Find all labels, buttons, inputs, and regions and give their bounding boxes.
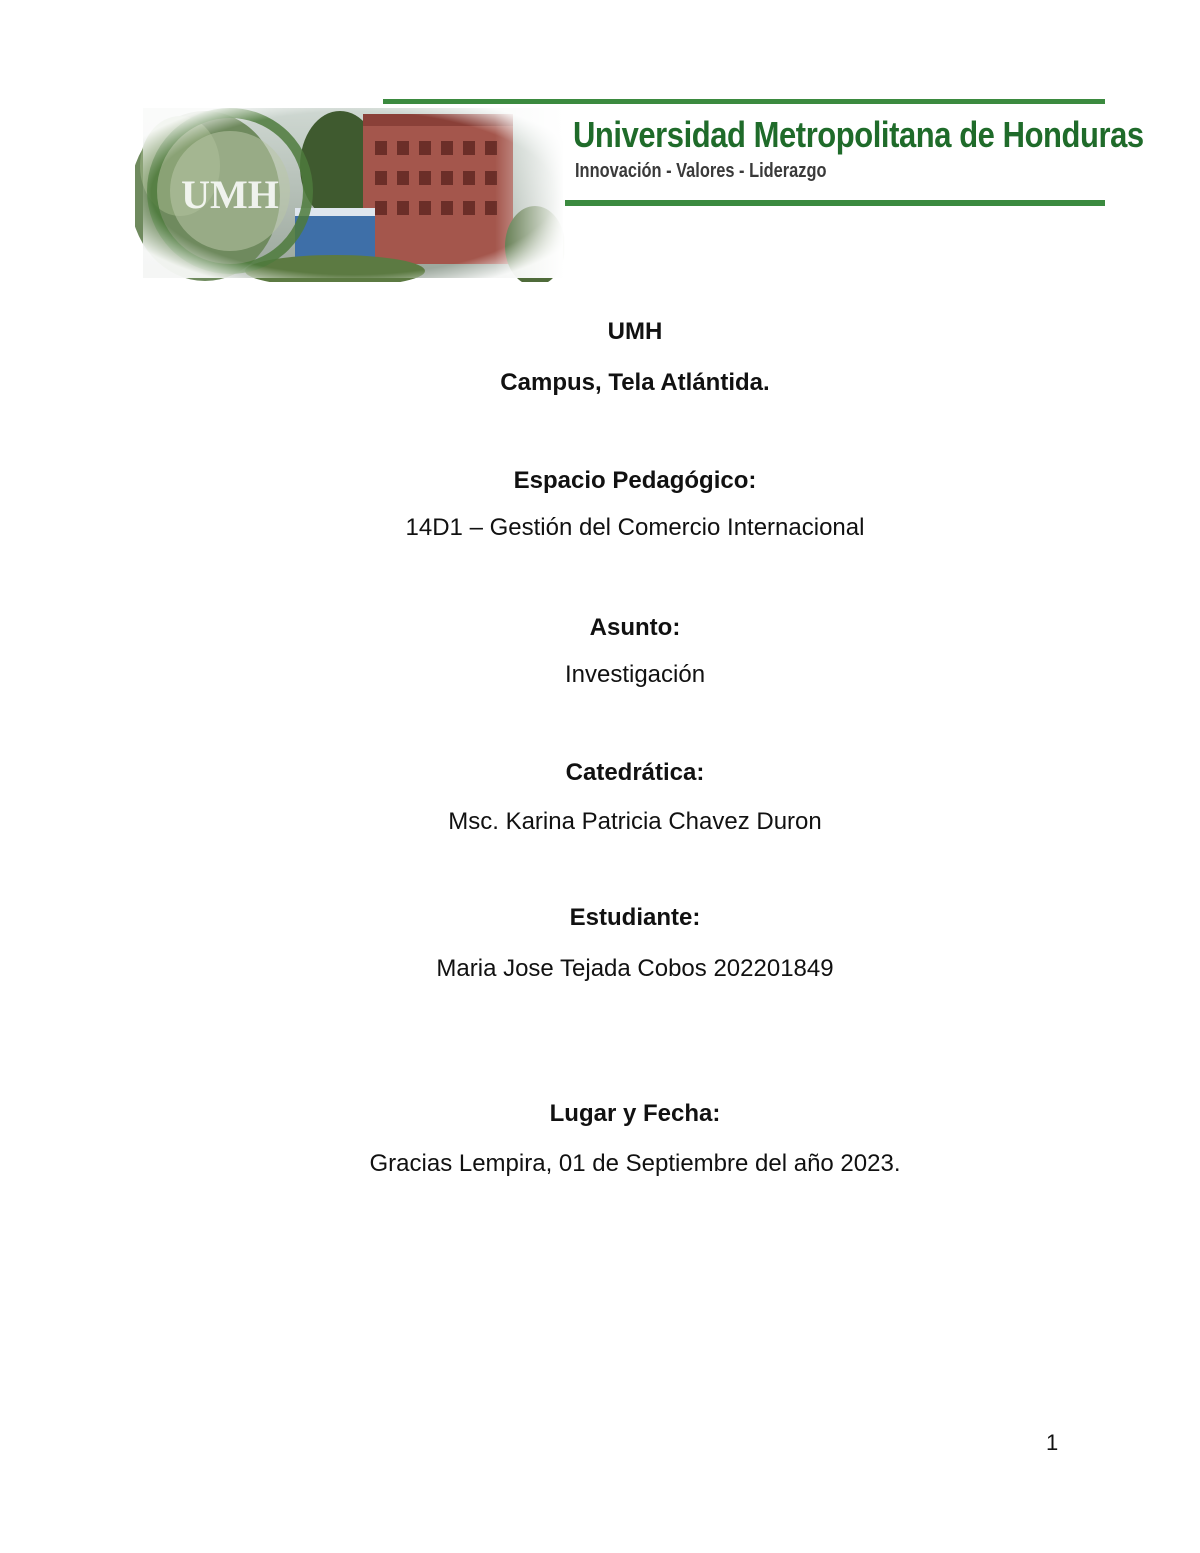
place-date-value: Gracias Lempira, 01 de Septiembre del año 2023. xyxy=(369,1150,901,1177)
banner-tagline: Innovación - Valores - Liderazgo xyxy=(575,160,827,182)
page-number: 1 xyxy=(1046,1430,1059,1455)
university-banner xyxy=(135,96,1144,282)
campus-photo xyxy=(135,108,565,282)
institution-name: UMH xyxy=(607,318,663,345)
teacher-label: Catedrática: xyxy=(565,759,705,786)
subject-value: Investigación xyxy=(564,661,706,688)
place-date-label: Lugar y Fecha: xyxy=(549,1100,721,1127)
student-value: Maria Jose Tejada Cobos 202201849 xyxy=(436,955,834,982)
teacher-value: Msc. Karina Patricia Chavez Duron xyxy=(448,808,822,835)
subject-label: Asunto: xyxy=(589,614,681,641)
campus-line: Campus, Tela Atlántida. xyxy=(500,369,770,396)
banner-title: Universidad Metropolitana de Honduras xyxy=(573,114,1144,155)
student-label: Estudiante: xyxy=(569,904,701,931)
course-label: Espacio Pedagógico: xyxy=(513,467,757,494)
course-value: 14D1 – Gestión del Comercio Internacional xyxy=(405,514,865,541)
